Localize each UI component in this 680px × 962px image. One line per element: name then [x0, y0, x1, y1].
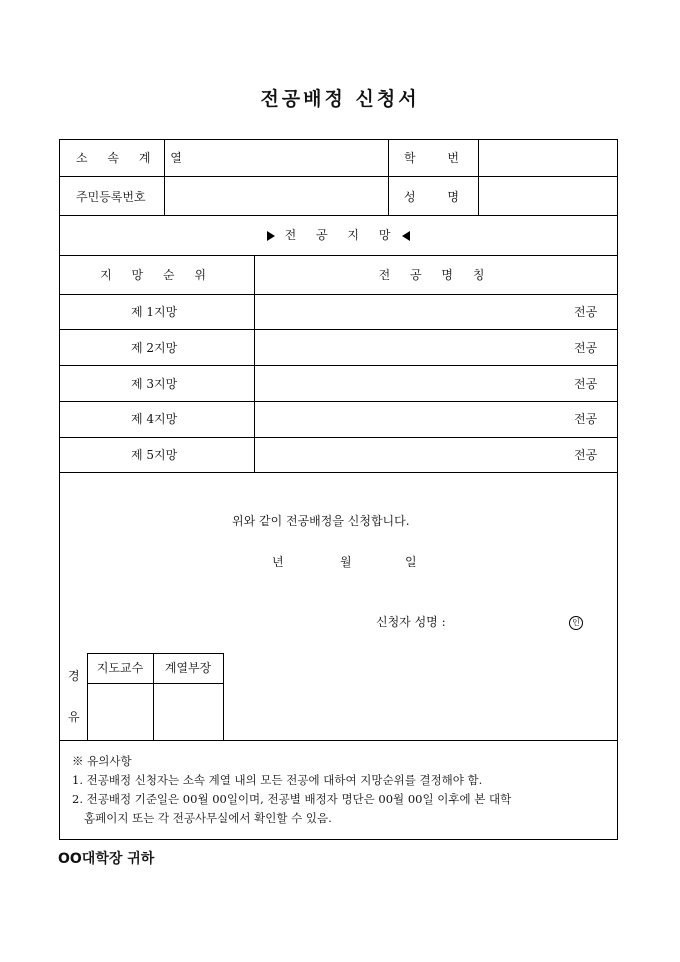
notes-heading: ※ 유의사항: [72, 754, 132, 768]
preference-rank: 제 3지망: [131, 377, 178, 391]
seal-mark: 인: [569, 616, 583, 630]
applicant-name-label: 신청자 성명 :: [376, 615, 446, 629]
notes-section: [72, 752, 511, 828]
note-item-2-line-2: 홈페이지 또는 각 전공사무실에서 확인할 수 있음.: [84, 811, 332, 825]
approval-side-label-top: 경: [68, 669, 80, 683]
note-item-2-line-1: 2. 전공배정 기준일은 00월 00일이며, 전공별 배정자 명단은 00월 00일 이후에 본 대학: [72, 792, 512, 806]
name-label: 성 명: [404, 190, 473, 204]
major-preference-heading: [60, 228, 617, 242]
preference-rank: 제 5지망: [131, 448, 178, 462]
approval-top: [87, 653, 223, 654]
applicant-seal: [569, 614, 583, 630]
row-divider: [60, 176, 617, 177]
rank-column-header: 지 망 순 위: [100, 268, 214, 282]
department-head-label: 계열부장: [164, 661, 212, 675]
page-title: 전공배정 신청서: [260, 88, 420, 110]
triangle-right-icon: [267, 231, 275, 241]
application-form: [59, 139, 618, 840]
row-divider: [60, 401, 617, 402]
major-preference-text: 전 공 지 망: [284, 228, 399, 242]
student-id-label: 학 번: [404, 151, 473, 165]
preference-suffix: 전공: [574, 377, 598, 391]
col-divider: [478, 140, 479, 215]
row-divider: [60, 215, 617, 216]
department-label: 소 속 계 열: [76, 151, 190, 165]
date-year: 년: [272, 555, 284, 569]
preference-suffix: 전공: [574, 448, 598, 462]
approval-col-divider: [223, 653, 224, 740]
note-item-1: 1. 전공배정 신청자는 소속 계열 내의 모든 전공에 대하여 지망순위를 결정해야 함.: [72, 773, 483, 787]
advisor-label: 지도교수: [96, 661, 144, 675]
row-divider: [60, 329, 617, 330]
resident-id-label: 주민등록번호: [76, 190, 146, 204]
major-name-column-header: 전 공 명 칭: [378, 268, 493, 282]
statement-text: 위와 같이 전공배정을 신청합니다.: [232, 514, 410, 528]
preference-rank: 제 4지망: [131, 412, 178, 426]
row-divider: [60, 294, 617, 295]
date-month: 월: [340, 555, 352, 569]
triangle-left-icon: [402, 231, 410, 241]
date-day: 일: [405, 555, 417, 569]
approval-side-label-bottom: 유: [68, 710, 80, 724]
preference-suffix: 전공: [574, 341, 598, 355]
row-divider: [60, 740, 617, 741]
row-divider: [60, 472, 617, 473]
preference-rank: 제 1지망: [131, 305, 178, 319]
preference-suffix: 전공: [574, 412, 598, 426]
addressee: OO대학장 귀하: [58, 851, 155, 867]
col-divider: [388, 140, 389, 215]
col-divider: [254, 255, 255, 472]
preference-rank: 제 2지망: [131, 341, 178, 355]
row-divider: [60, 255, 617, 256]
preference-suffix: 전공: [574, 305, 598, 319]
row-divider: [60, 437, 617, 438]
approval-divider: [87, 683, 223, 684]
row-divider: [60, 365, 617, 366]
